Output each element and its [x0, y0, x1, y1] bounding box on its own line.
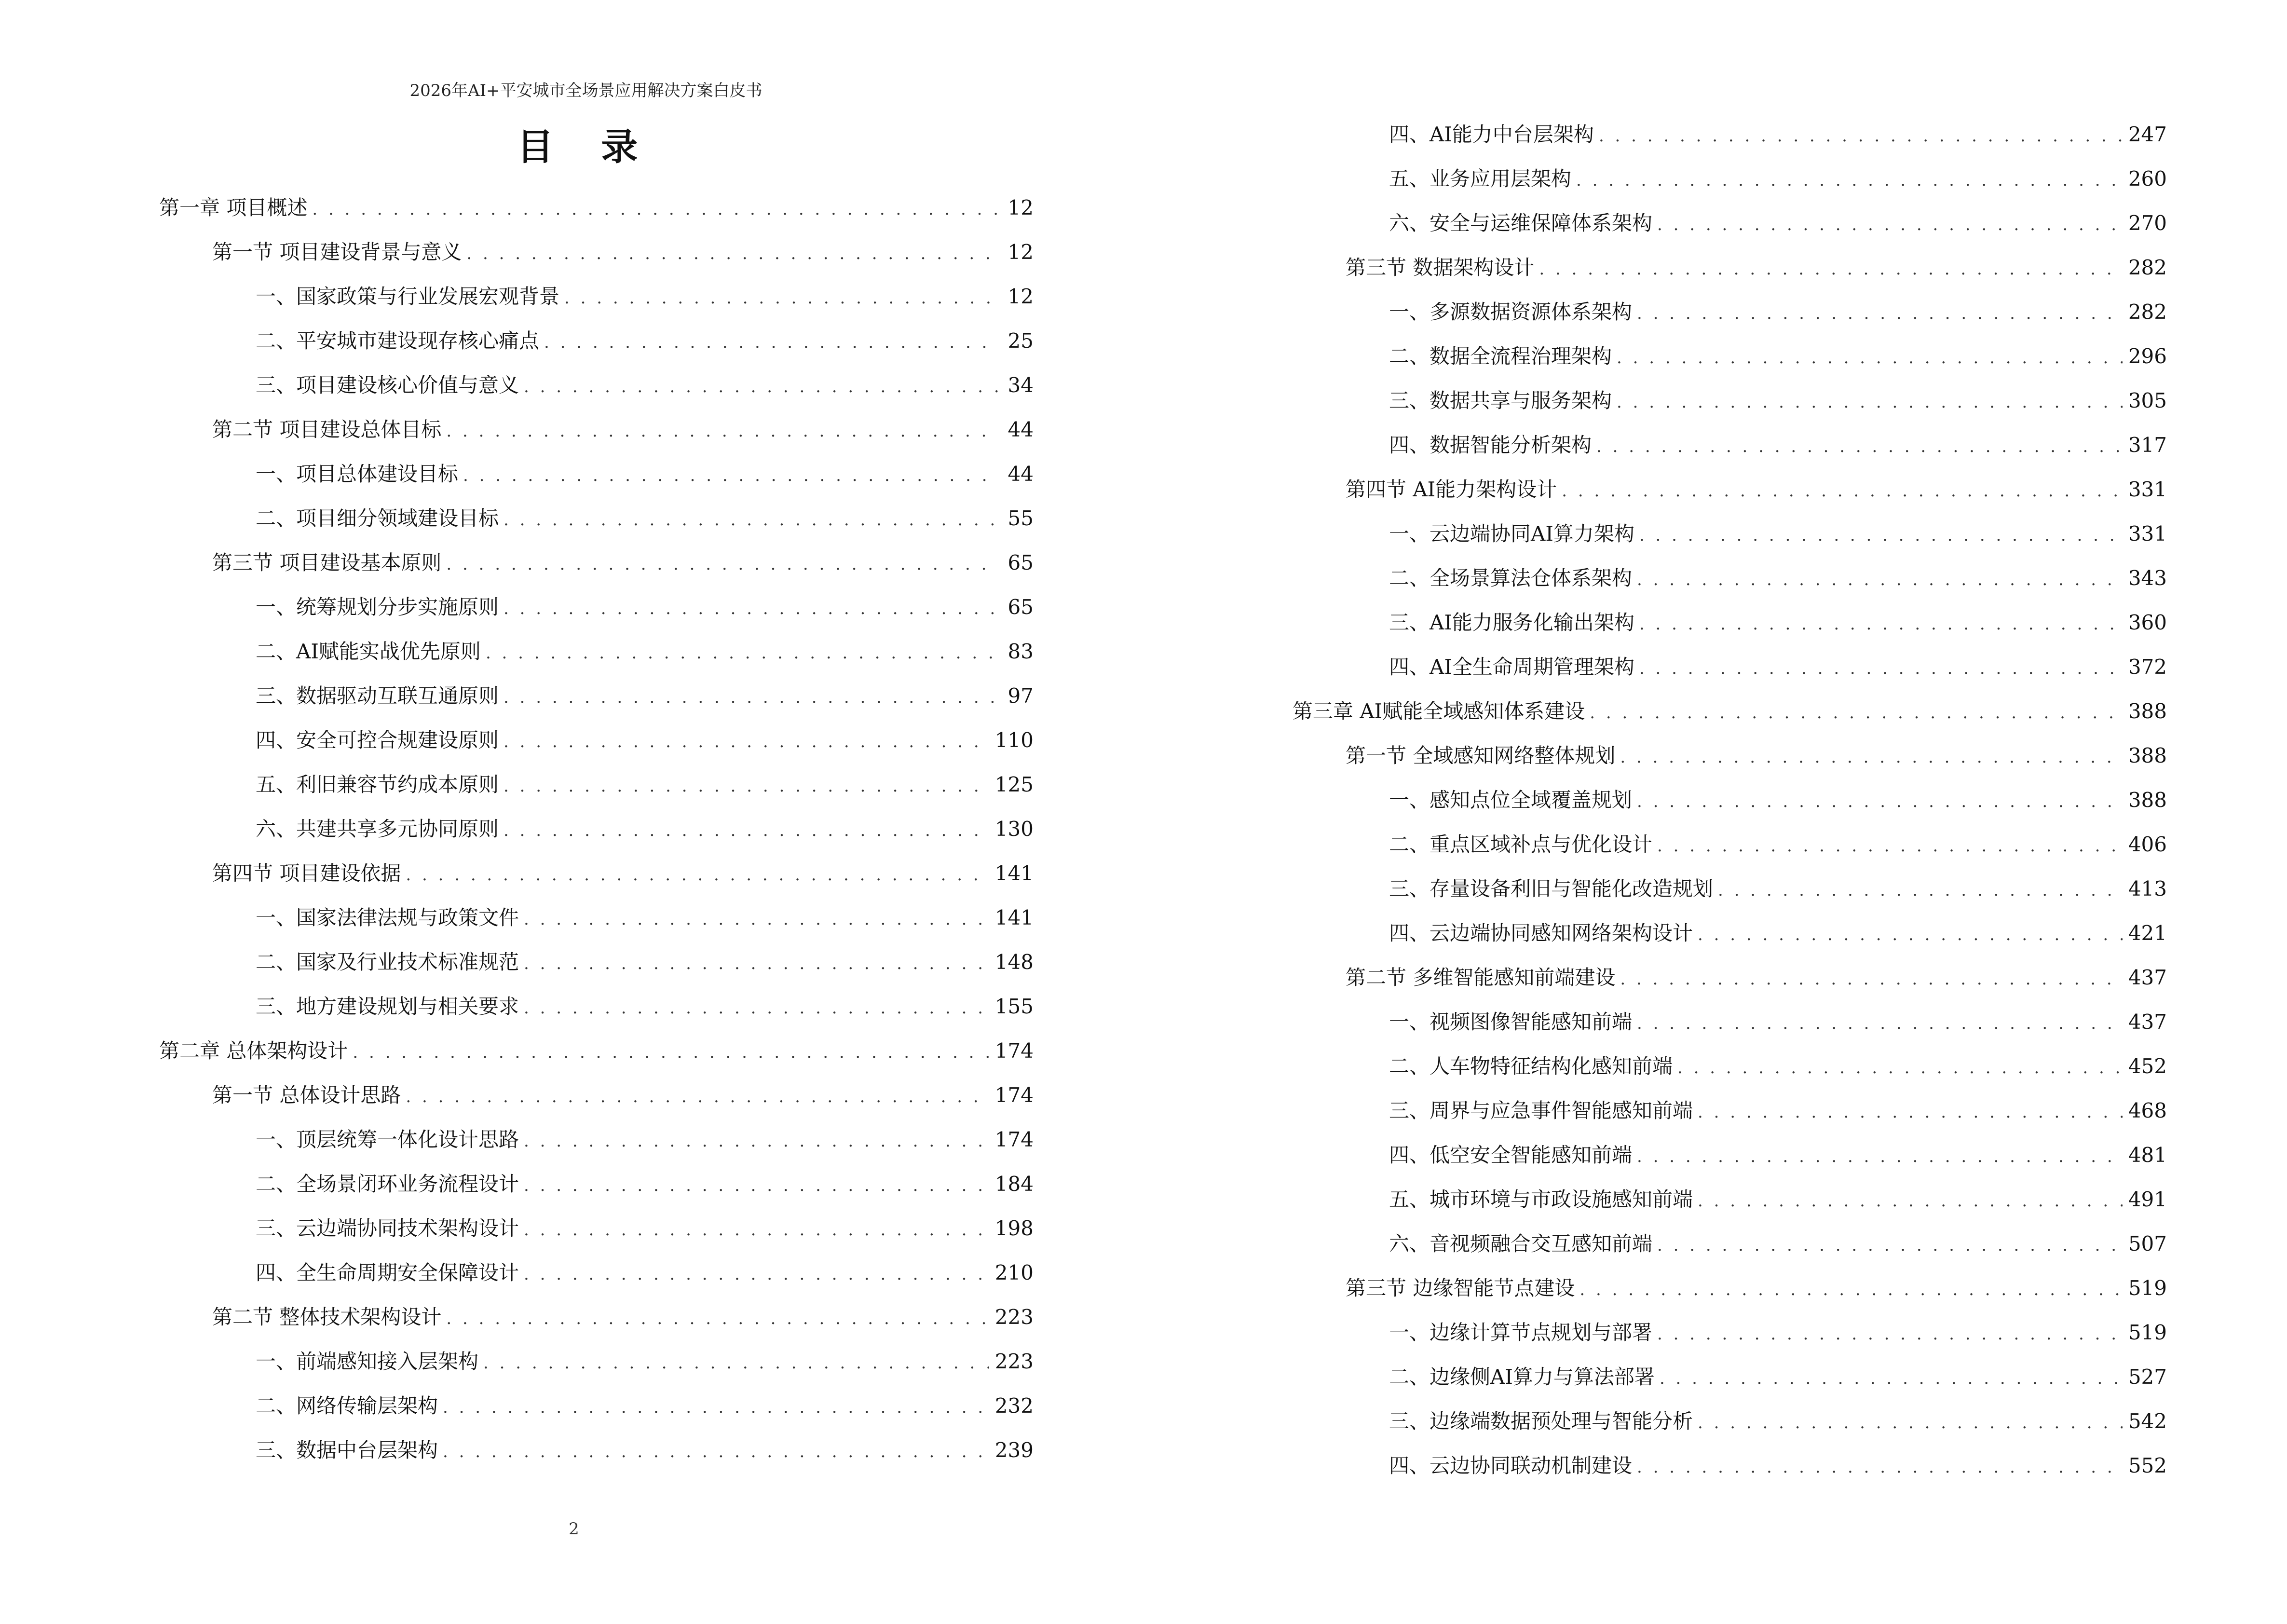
- toc-entry[interactable]: [1389, 1451, 2167, 1481]
- toc-entry-page-number: 331: [2128, 522, 2167, 546]
- toc-entry[interactable]: [1389, 519, 2167, 549]
- toc-entry-label: 一、项目总体建设目标: [256, 462, 459, 486]
- toc-entry-label: 六、安全与运维保障体系架构: [1389, 211, 1653, 235]
- toc-entry[interactable]: [256, 681, 1034, 711]
- toc-dot-leader: [504, 727, 989, 755]
- toc-entry-label: 第一节 全域感知网络整体规划: [1346, 744, 1616, 767]
- toc-entry[interactable]: [1389, 1362, 2167, 1392]
- toc-entry-page-number: 12: [1007, 285, 1034, 308]
- toc-entry-page-number: 542: [2128, 1409, 2167, 1433]
- toc-dot-leader: [1539, 254, 2122, 283]
- toc-entry[interactable]: [212, 237, 1034, 267]
- toc-entry-page-number: 372: [2128, 655, 2167, 679]
- toc-dot-leader: [1657, 210, 2123, 238]
- toc-entry-page-number: 174: [994, 1128, 1034, 1151]
- toc-entry-label: 五、城市环境与市政设施感知前端: [1389, 1187, 1693, 1211]
- toc-dot-leader: [504, 505, 999, 533]
- toc-entry-label: 四、AI全生命周期管理架构: [1389, 655, 1634, 679]
- toc-entry-page-number: 12: [1007, 240, 1034, 264]
- toc-entry[interactable]: [1389, 1185, 2167, 1215]
- toc-entry-label: 三、项目建设核心价值与意义: [256, 373, 519, 397]
- toc-entry[interactable]: [1346, 1273, 2167, 1303]
- toc-dot-leader: [446, 549, 999, 578]
- toc-entry-label: 一、云边端协同AI算力架构: [1389, 522, 1634, 546]
- toc-entry[interactable]: [256, 592, 1034, 622]
- toc-entry[interactable]: [212, 1302, 1034, 1332]
- toc-entry[interactable]: [1389, 120, 2167, 150]
- toc-entry[interactable]: [256, 1347, 1034, 1377]
- toc-dot-leader: [504, 682, 999, 711]
- toc-entry[interactable]: [159, 193, 1034, 223]
- toc-entry[interactable]: [256, 814, 1034, 844]
- toc-entry[interactable]: [256, 1391, 1034, 1421]
- toc-dot-leader: [524, 993, 989, 1022]
- toc-entry-page-number: 12: [1007, 196, 1034, 219]
- toc-entry-label: 第三章 AI赋能全域感知体系建设: [1293, 699, 1585, 723]
- toc-entry-page-number: 223: [994, 1350, 1034, 1373]
- toc-dot-leader: [312, 194, 999, 223]
- toc-entry-label: 第一章 项目概述: [159, 196, 308, 219]
- toc-entry-label: 第四节 项目建设依据: [212, 861, 401, 885]
- toc-dot-leader: [406, 860, 989, 888]
- toc-entry-label: 第二章 总体架构设计: [159, 1039, 348, 1063]
- toc-entry-page-number: 468: [2128, 1099, 2167, 1122]
- toc-entry-label: 五、利旧兼容节约成本原则: [256, 773, 499, 796]
- toc-entry-page-number: 491: [2128, 1187, 2167, 1211]
- toc-entry[interactable]: [1389, 341, 2167, 371]
- toc-entry-page-number: 388: [2128, 699, 2167, 723]
- toc-entry[interactable]: [159, 1036, 1034, 1066]
- toc-entry[interactable]: [256, 770, 1034, 800]
- toc-entry-page-number: 141: [994, 861, 1034, 885]
- toc-entry-label: 三、数据驱动互联互通原则: [256, 684, 499, 708]
- toc-entry-page-number: 97: [1007, 684, 1034, 708]
- toc-dot-leader: [483, 1348, 989, 1377]
- toc-entry-label: 四、数据智能分析架构: [1389, 433, 1592, 457]
- toc-entry-page-number: 452: [2128, 1054, 2167, 1078]
- toc-entry-label: 四、AI能力中台层架构: [1389, 123, 1594, 146]
- toc-entry-label: 一、顶层统筹一体化设计思路: [256, 1128, 519, 1151]
- toc-entry-label: 第二节 项目建设总体目标: [212, 418, 442, 441]
- toc-entry-label: 三、周界与应急事件智能感知前端: [1389, 1099, 1693, 1122]
- toc-entry-page-number: 44: [1007, 462, 1034, 486]
- toc-entry[interactable]: [256, 504, 1034, 533]
- toc-entry[interactable]: [256, 1169, 1034, 1199]
- toc-entry[interactable]: [256, 459, 1034, 489]
- toc-entry-page-number: 174: [994, 1039, 1034, 1063]
- toc-entry-page-number: 317: [2128, 433, 2167, 457]
- toc-entry[interactable]: [256, 370, 1034, 400]
- toc-entry-page-number: 44: [1007, 418, 1034, 441]
- toc-dot-leader: [466, 239, 999, 267]
- toc-dot-leader: [1698, 920, 2123, 948]
- toc-entry-label: 四、安全可控合规建设原则: [256, 728, 499, 752]
- toc-dot-leader: [1599, 121, 2123, 150]
- toc-dot-leader: [1657, 831, 2123, 860]
- toc-dot-leader: [443, 1392, 989, 1421]
- toc-entry-page-number: 437: [2128, 1010, 2167, 1034]
- toc-entry-page-number: 270: [2128, 211, 2167, 235]
- toc-dot-leader: [524, 372, 999, 400]
- toc-dot-leader: [486, 638, 999, 667]
- toc-entry-page-number: 421: [2128, 921, 2167, 945]
- toc-dot-leader: [1637, 565, 2123, 593]
- toc-dot-leader: [446, 416, 999, 445]
- toc-dot-leader: [1620, 742, 2122, 771]
- toc-dot-leader: [1639, 654, 2123, 682]
- toc-entry[interactable]: [1389, 1406, 2167, 1436]
- toc-dot-leader: [353, 1037, 989, 1066]
- toc-entry[interactable]: [1389, 830, 2167, 860]
- toc-entry-page-number: 184: [994, 1172, 1034, 1196]
- toc-entry-page-number: 65: [1007, 551, 1034, 574]
- toc-dot-leader: [1698, 1186, 2123, 1215]
- toc-entry-page-number: 223: [994, 1305, 1034, 1329]
- toc-dot-leader: [1637, 1142, 2123, 1170]
- toc-entry-label: 三、数据中台层架构: [256, 1438, 438, 1462]
- toc-dot-leader: [1718, 875, 2123, 904]
- toc-entry-label: 一、国家法律法规与政策文件: [256, 906, 519, 929]
- toc-entry-page-number: 296: [2128, 344, 2167, 368]
- toc-dot-leader: [504, 816, 989, 844]
- toc-entry[interactable]: [256, 725, 1034, 755]
- toc-entry-label: 四、云边协同联动机制建设: [1389, 1454, 1633, 1477]
- toc-entry-page-number: 481: [2128, 1143, 2167, 1167]
- toc-entry-label: 四、全生命周期安全保障设计: [256, 1261, 519, 1284]
- toc-entry[interactable]: [1389, 1140, 2167, 1170]
- toc-entry[interactable]: [256, 637, 1034, 667]
- right-page: [1144, 0, 2287, 1624]
- toc-entry[interactable]: [1389, 1229, 2167, 1259]
- toc-dot-leader: [1657, 1230, 2123, 1259]
- toc-entry-page-number: 305: [2128, 389, 2167, 412]
- toc-entry-label: 二、人车物特征结构化感知前端: [1389, 1054, 1673, 1078]
- toc-entry[interactable]: [1389, 1096, 2167, 1126]
- toc-entry-label: 二、数据全流程治理架构: [1389, 344, 1612, 368]
- toc-dot-leader: [1579, 1275, 2122, 1303]
- toc-entry-page-number: 260: [2128, 167, 2167, 191]
- toc-entry-label: 第三节 项目建设基本原则: [212, 551, 442, 574]
- toc-entry-page-number: 360: [2128, 611, 2167, 634]
- toc-entry-page-number: 406: [2128, 832, 2167, 856]
- toc-entry-label: 四、云边端协同感知网络架构设计: [1389, 921, 1693, 945]
- toc-entry-page-number: 25: [1007, 329, 1034, 353]
- toc-entry-label: 二、全场景闭环业务流程设计: [256, 1172, 519, 1196]
- toc-dot-leader: [1596, 432, 2123, 460]
- toc-dot-leader: [524, 1126, 989, 1155]
- toc-entry-page-number: 437: [2128, 966, 2167, 989]
- toc-entry-page-number: 148: [994, 950, 1034, 974]
- toc-entry-label: 第一节 项目建设背景与意义: [212, 240, 462, 264]
- toc-entry-page-number: 282: [2128, 300, 2167, 324]
- toc-dot-leader: [504, 771, 989, 800]
- toc-entry[interactable]: [212, 415, 1034, 445]
- toc-entry-page-number: 83: [1007, 640, 1034, 663]
- toc-entry-label: 第三节 边缘智能节点建设: [1346, 1276, 1575, 1300]
- toc-dot-leader: [504, 594, 999, 622]
- toc-entry-page-number: 141: [994, 906, 1034, 929]
- toc-dot-leader: [524, 1215, 989, 1243]
- toc-entry-page-number: 125: [994, 773, 1034, 796]
- toc-entry[interactable]: [256, 282, 1034, 312]
- toc-entry-label: 一、视频图像智能感知前端: [1389, 1010, 1633, 1034]
- toc-dot-leader: [1677, 1053, 2123, 1081]
- toc-dot-leader: [446, 1304, 989, 1332]
- toc-dot-leader: [406, 1082, 989, 1110]
- toc-entry[interactable]: [256, 326, 1034, 356]
- toc-dot-leader: [1639, 609, 2123, 638]
- toc-entry[interactable]: [1389, 1318, 2167, 1348]
- toc-dot-leader: [1637, 1452, 2123, 1481]
- toc-entry-label: 第二节 多维智能感知前端建设: [1346, 966, 1616, 989]
- toc-entry-label: 三、云边端协同技术架构设计: [256, 1216, 519, 1240]
- toc-entry-page-number: 331: [2128, 478, 2167, 501]
- toc-entry-label: 三、AI能力服务化输出架构: [1389, 611, 1634, 634]
- toc-entry-label: 第四节 AI能力架构设计: [1346, 478, 1557, 501]
- toc-entry-page-number: 34: [1007, 373, 1034, 397]
- toc-entry[interactable]: [1389, 874, 2167, 904]
- toc-entry[interactable]: [1389, 297, 2167, 327]
- toc-entry[interactable]: [256, 992, 1034, 1022]
- toc-dot-leader: [1576, 165, 2123, 194]
- toc-entry[interactable]: [1389, 918, 2167, 948]
- toc-dot-leader: [1698, 1408, 2123, 1436]
- toc-dot-leader: [564, 283, 999, 312]
- toc-entry-page-number: 130: [994, 817, 1034, 841]
- toc-entry-label: 三、存量设备利旧与智能化改造规划: [1389, 877, 1714, 901]
- toc-entry-page-number: 239: [994, 1438, 1034, 1462]
- toc-entry-page-number: 210: [994, 1261, 1034, 1284]
- toc-entry[interactable]: [256, 1125, 1034, 1155]
- toc-dot-leader: [1657, 1319, 2123, 1348]
- toc-entry-page-number: 519: [2128, 1321, 2167, 1344]
- toc-entry-label: 二、全场景算法仓体系架构: [1389, 566, 1633, 590]
- toc-dot-leader: [1617, 343, 2123, 371]
- toc-entry-page-number: 519: [2128, 1276, 2167, 1300]
- toc-entry-page-number: 65: [1007, 595, 1034, 619]
- toc-dot-leader: [1637, 1009, 2123, 1037]
- toc-entry-label: 第一节 总体设计思路: [212, 1083, 401, 1107]
- toc-dot-leader: [544, 328, 999, 356]
- toc-dot-leader: [1562, 476, 2123, 505]
- toc-dot-leader: [1637, 787, 2123, 815]
- toc-entry-label: 三、边缘端数据预处理与智能分析: [1389, 1409, 1693, 1433]
- toc-dot-leader: [1637, 299, 2123, 327]
- toc-entry-page-number: 343: [2128, 566, 2167, 590]
- toc-entry-label: 一、统筹规划分步实施原则: [256, 595, 499, 619]
- toc-entry[interactable]: [256, 1258, 1034, 1288]
- toc-entry-label: 二、国家及行业技术标准规范: [256, 950, 519, 974]
- toc-entry[interactable]: [256, 1214, 1034, 1243]
- toc-entry-page-number: 110: [994, 728, 1034, 752]
- toc-entry-page-number: 413: [2128, 877, 2167, 901]
- toc-entry-page-number: 388: [2128, 744, 2167, 767]
- toc-entry-label: 第二节 整体技术架构设计: [212, 1305, 442, 1329]
- toc-entry-page-number: 198: [994, 1216, 1034, 1240]
- toc-entry-label: 六、共建共享多元协同原则: [256, 817, 499, 841]
- toc-dot-leader: [1698, 1097, 2123, 1126]
- toc-title: 目 录: [517, 125, 655, 168]
- toc-entry[interactable]: [212, 548, 1034, 578]
- toc-entry[interactable]: [1389, 430, 2167, 460]
- toc-entry-label: 一、边缘计算节点规划与部署: [1389, 1321, 1653, 1344]
- toc-entry-label: 一、前端感知接入层架构: [256, 1350, 479, 1373]
- toc-entry-page-number: 247: [2128, 123, 2167, 146]
- toc-entry[interactable]: [1389, 785, 2167, 815]
- toc-entry-page-number: 232: [994, 1394, 1034, 1418]
- toc-entry-label: 二、AI赋能实战优先原则: [256, 640, 481, 663]
- toc-entry-label: 五、业务应用层架构: [1389, 167, 1572, 191]
- toc-entry[interactable]: [1346, 741, 2167, 771]
- toc-dot-leader: [443, 1437, 989, 1465]
- toc-entry-page-number: 155: [994, 995, 1034, 1018]
- toc-entry-label: 第三节 数据架构设计: [1346, 256, 1535, 279]
- toc-entry[interactable]: [1346, 963, 2167, 993]
- toc-dot-leader: [1620, 964, 2122, 993]
- toc-entry-label: 三、数据共享与服务架构: [1389, 389, 1612, 412]
- toc-entry-label: 一、多源数据资源体系架构: [1389, 300, 1633, 324]
- toc-entry-label: 二、边缘侧AI算力与算法部署: [1389, 1365, 1655, 1389]
- toc-dot-leader: [1617, 387, 2123, 416]
- toc-entry[interactable]: [1389, 164, 2167, 194]
- toc-entry-label: 四、低空安全智能感知前端: [1389, 1143, 1633, 1167]
- toc-entry-page-number: 527: [2128, 1365, 2167, 1389]
- toc-entry[interactable]: [1346, 475, 2167, 505]
- toc-dot-leader: [1639, 520, 2123, 549]
- toc-dot-leader: [524, 1259, 989, 1288]
- toc-entry[interactable]: [212, 859, 1034, 888]
- toc-entry-label: 一、感知点位全域覆盖规划: [1389, 788, 1633, 812]
- toc-entry[interactable]: [1389, 652, 2167, 682]
- toc-dot-leader: [524, 1171, 989, 1199]
- toc-entry[interactable]: [1389, 563, 2167, 593]
- toc-entry-page-number: 388: [2128, 788, 2167, 812]
- toc-entry[interactable]: [1389, 608, 2167, 638]
- toc-entry-page-number: 507: [2128, 1232, 2167, 1256]
- toc-dot-leader: [1660, 1364, 2123, 1392]
- toc-entry-page-number: 552: [2128, 1454, 2167, 1477]
- toc-entry[interactable]: [1389, 1007, 2167, 1037]
- toc-dot-leader: [524, 949, 989, 977]
- toc-entry-label: 二、重点区域补点与优化设计: [1389, 832, 1653, 856]
- running-header-left: 2026年AI+平安城市全场景应用解决方案白皮书: [409, 81, 762, 100]
- toc-entry-label: 二、项目细分领域建设目标: [256, 506, 499, 530]
- toc-entry-page-number: 174: [994, 1083, 1034, 1107]
- toc-entry-page-number: 55: [1007, 506, 1034, 530]
- toc-entry[interactable]: [256, 1435, 1034, 1465]
- toc-entry[interactable]: [1293, 696, 2167, 726]
- toc-entry[interactable]: [256, 947, 1034, 977]
- toc-entry-label: 二、网络传输层架构: [256, 1394, 438, 1418]
- toc-entry[interactable]: [212, 1080, 1034, 1110]
- toc-entry[interactable]: [1389, 208, 2167, 238]
- toc-entry-label: 一、国家政策与行业发展宏观背景: [256, 285, 560, 308]
- toc-dot-leader: [1590, 698, 2123, 726]
- toc-entry[interactable]: [1389, 386, 2167, 416]
- toc-entry[interactable]: [1346, 253, 2167, 283]
- page-number-left: 2: [569, 1519, 579, 1539]
- toc-list-right: [1144, 0, 2287, 1624]
- toc-entry-label: 二、平安城市建设现存核心痛点: [256, 329, 540, 353]
- toc-entry-page-number: 282: [2128, 256, 2167, 279]
- toc-entry-label: 六、音视频融合交互感知前端: [1389, 1232, 1653, 1256]
- toc-dot-leader: [463, 461, 999, 489]
- toc-entry-label: 三、地方建设规划与相关要求: [256, 995, 519, 1018]
- toc-entry[interactable]: [1389, 1051, 2167, 1081]
- toc-dot-leader: [524, 904, 989, 933]
- toc-entry[interactable]: [256, 903, 1034, 933]
